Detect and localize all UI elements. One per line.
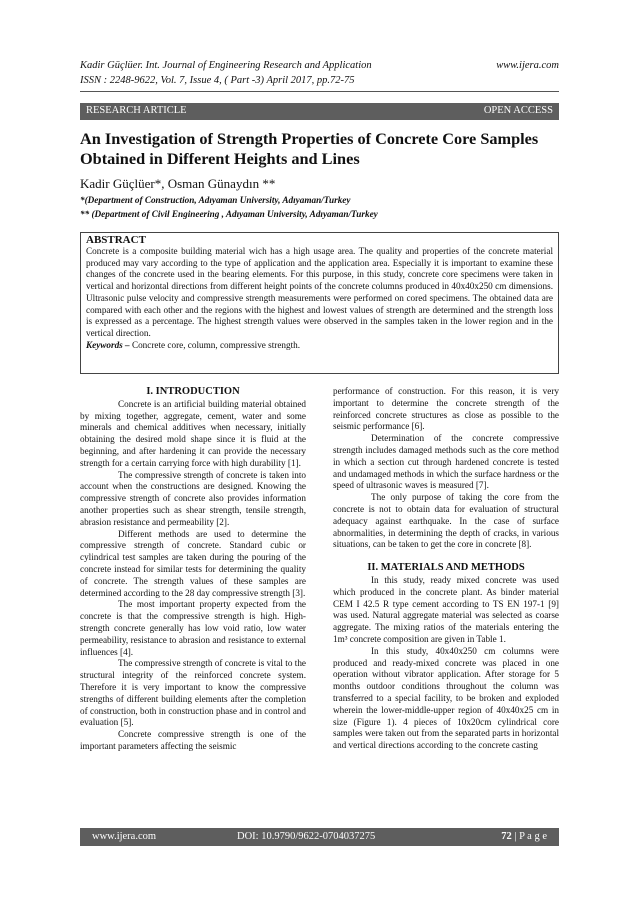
keywords <box>86 340 553 352</box>
open-access-label: OPEN ACCESS <box>483 105 553 116</box>
paragraph: Concrete is an artificial building material obtained by mixing together, aggregate, cement, water and some minerals and chemical additives when necessary, initially obtaining the desired mold shape since it is fluid at the beginning, and after hardening it can provide the necessary strength for a certain carrying force with high durability [1]. <box>80 398 306 468</box>
paragraph: Determination of the concrete compressive strength includes damaged methods such as the core method in which a section cut through hardened concrete is tested and undamaged methods in which the surface hardness or the speed of ultrasonic waves is measured [7]. <box>333 433 559 491</box>
page-number: 72 <box>501 831 512 842</box>
paper-title <box>80 129 560 169</box>
journal-citation: Kadir Güçlüer. Int. Journal of Engineering Research and Application <box>80 60 372 71</box>
research-article-label: RESEARCH ARTICLE <box>86 105 187 116</box>
footer-doi[interactable]: DOI: 10.9790/9622-0704037275 <box>237 831 376 842</box>
title-line-1: An Investigation of Strength Properties of Concrete Core Samples <box>80 129 539 148</box>
journal-header-line2: ISSN : 2248-9622, Vol. 7, Issue 4, ( Part -3) April 2017, pp.72-75 <box>80 75 355 86</box>
keywords-text: Concrete core, column, compressive strength. <box>129 339 301 350</box>
journal-website[interactable]: www.ijera.com <box>496 60 559 71</box>
affiliation-2: ** (Department of Civil Engineering , Adıyaman University, Adıyaman/Turkey <box>80 209 378 219</box>
paragraph: The compressive strength of concrete is taken into account when the constructions are designed. Knowing the compressive strength of concrete also provides information another properties such as shear strength, tensile strength, abrasion resistance and permeability [2]. <box>80 469 306 527</box>
paragraph: In this study, 40x40x250 cm columns were produced and ready-mixed concrete was placed in one operation without vibrator application. After storage for 5 months outdoor conditions throughout the column was transferred to a special facility, to be broken and exploded wherein the lower-middle-upper region of 40x40x25 cm in size (Figure 1). 4 pieces of 10x20cm cylindrical core samples were taken out from the separated parts in horizontal and vertical directions according to the concrete casting <box>333 645 559 751</box>
footer-website[interactable]: www.ijera.com <box>92 831 157 842</box>
right-column <box>333 386 559 752</box>
paragraph: The most important property expected from the concrete is that the compressive strength is high. High-strength concrete generally has low void ratio, low water permeability, resistance to abrasion and resistance to external influences [4]. <box>80 599 306 657</box>
header-rule <box>80 91 559 92</box>
footer-page <box>501 831 547 842</box>
paragraph: Different methods are used to determine the compressive strength of concrete. Standard cubic or cylindrical test samples are taken during the pouring of the concrete instead for similar tests for determining the quality of concrete. The strength values of these samples are determined according to the 28 day compressive strength [3]. <box>80 528 306 598</box>
paragraph-continuation: performance of construction. For this reason, it is very important to determine the concrete strength of the reinforced concrete structures as close as possible to the seismic performance [6]. <box>333 386 559 432</box>
abstract-text: Concrete is a composite building material wich has a high usage area. The quality and properties of the concrete material produced may vary according to the type of application and the application area. Especially it is important to examine these changes of the concrete used in the bearing elements. For this purpose, in this study, concrete core specimens were taken in vertical and horizontal directions from different height points of the concrete columns produced in 40x40x250 cm dimensions. Ultrasonic pulse velocity and compressive strength measurements were performed on cored specimens. The obtained data are compared with each other and the regions with the highest and lowest values of strength are determined and the strength loss is expressed as a percentage. The highest strength values were observed in the samples taken in the lower region and in the vertical direction. <box>86 246 553 338</box>
paragraph: The compressive strength of concrete is vital to the structural integrity of the reinforced concrete system. Therefore it is very important to know the compressive strengths of different building elements after the completion of construction, both in construction phase and in control and evaluation [5]. <box>80 658 306 728</box>
keywords-label: Keywords – <box>86 339 130 350</box>
abstract-box <box>80 232 559 374</box>
section-heading-introduction: I. INTRODUCTION <box>146 386 240 397</box>
paragraph: Concrete compressive strength is one of the important parameters affecting the seismic <box>80 729 306 751</box>
abstract-heading: ABSTRACT <box>86 234 146 246</box>
article-type-banner <box>80 103 559 120</box>
footer-bar <box>80 828 559 846</box>
journal-header-line1 <box>80 60 559 71</box>
authors: Kadir Güçlüer*, Osman Günaydın ** <box>80 176 276 191</box>
paragraph: In this study, ready mixed concrete was used which produced in the concrete plant. As binder material CEM I 42.5 R type cement according to TS EN 197-1 [9] was used. Natural aggregate material was selected as coarse aggregate. The mixing ratios of the materials entering the 1m³ concrete composition are given in Table 1. <box>333 574 559 644</box>
affiliation-1: *(Department of Construction, Adıyaman University, Adıyaman/Turkey <box>80 195 351 205</box>
title-line-2: Obtained in Different Heights and Lines <box>80 149 360 168</box>
page-label: | P a g e <box>511 831 547 842</box>
left-column <box>80 386 306 753</box>
paragraph: The only purpose of taking the core from the concrete is not to obtain data for evaluation of structural adequacy against earthquake. In the case of surface abnormalities, in determining the depth of cracks, in various situations, can be taken to get the core in concrete [8]. <box>333 492 559 550</box>
section-heading-materials-methods: II. MATERIALS AND METHODS <box>367 562 525 574</box>
